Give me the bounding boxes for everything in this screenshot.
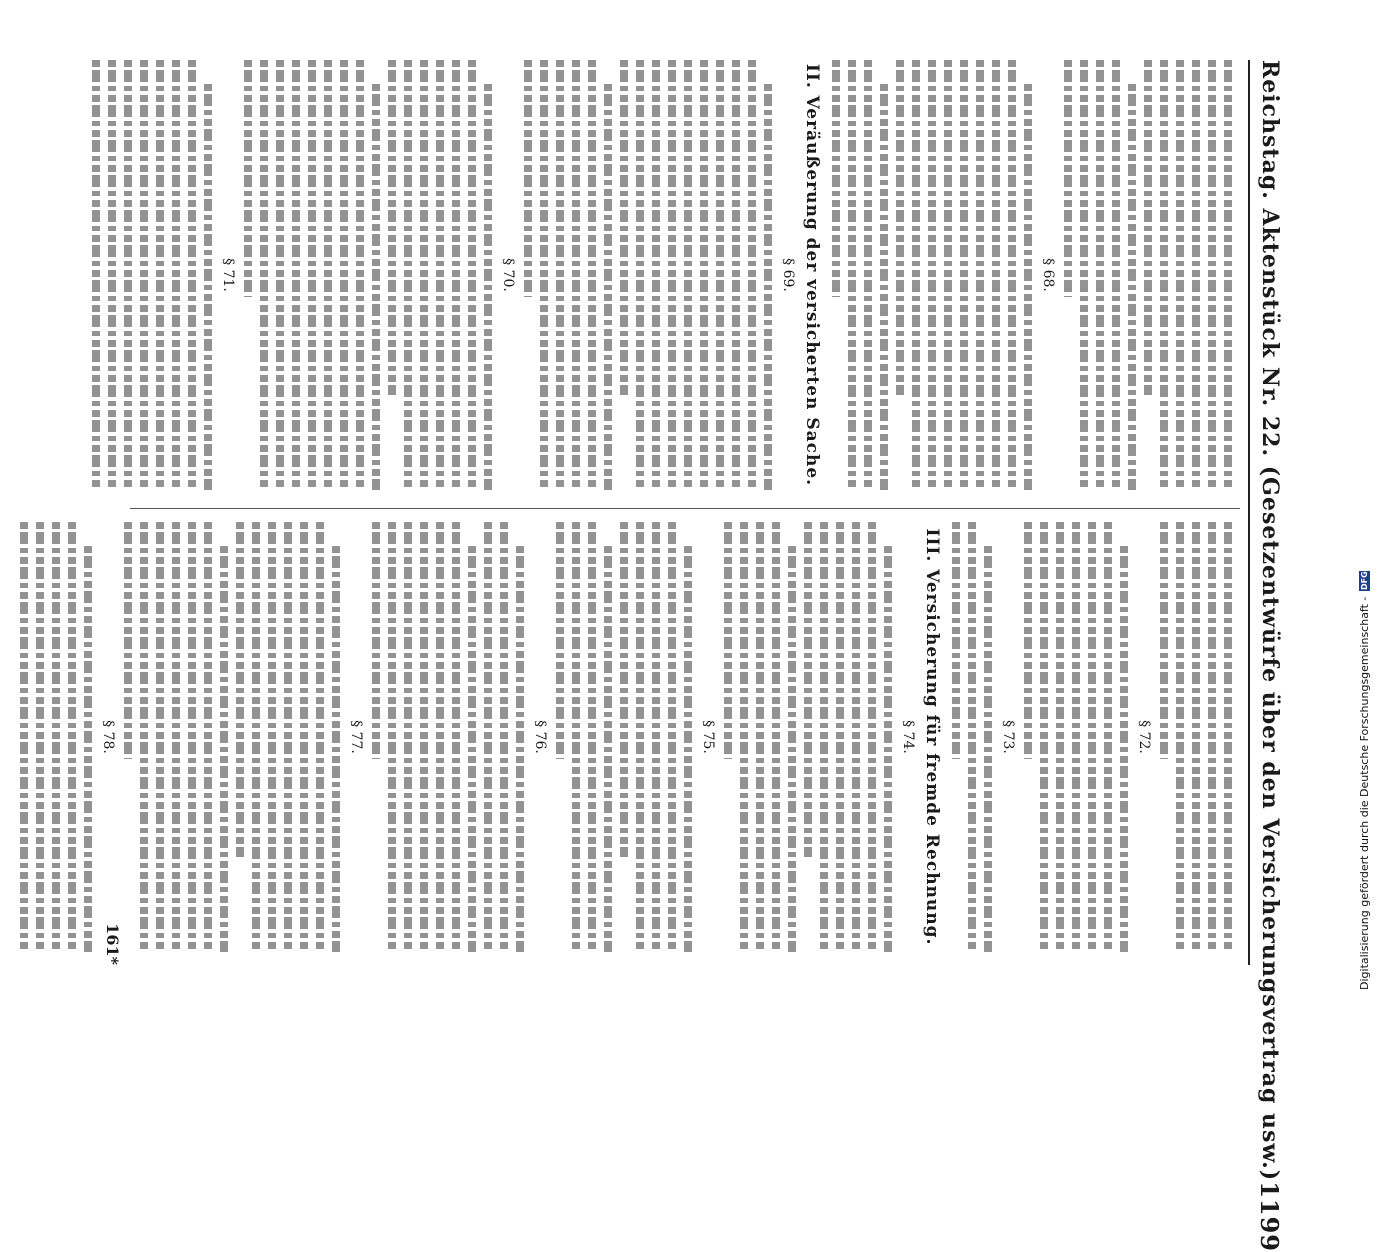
body-text xyxy=(372,522,524,952)
page-title: Reichstag. Aktenstück Nr. 22. (Gesetzentwürfe über den Versicherungsvertrag usw.) xyxy=(1257,60,1283,1182)
dfg-logo-icon: DFG xyxy=(1360,571,1369,590)
body-text xyxy=(1160,522,1232,952)
section-76-heading: § 76. xyxy=(532,720,548,754)
page-signature: 161* xyxy=(103,923,122,965)
section-71-heading: § 71. xyxy=(220,258,236,292)
section-69-heading: § 69. xyxy=(780,258,796,292)
body-text xyxy=(952,522,992,952)
digitization-note xyxy=(1358,571,1371,990)
page-number: 1199 xyxy=(1255,1181,1285,1252)
section-ii-heading: II. Veräußerung der versicherten Sache. xyxy=(802,63,822,487)
body-text xyxy=(832,60,1032,490)
body-text xyxy=(20,522,92,952)
body-text xyxy=(1024,522,1128,952)
section-75-heading: § 75. xyxy=(700,720,716,754)
body-text xyxy=(524,60,772,490)
section-77-heading: § 77. xyxy=(348,720,364,754)
section-73-heading: § 73. xyxy=(1000,720,1016,754)
body-text xyxy=(724,522,892,952)
section-74-heading: § 74. xyxy=(900,720,916,754)
document-page xyxy=(80,60,1290,1252)
left-column xyxy=(130,60,1240,490)
section-iii-heading: III. Versicherung für fremde Rechnung. xyxy=(922,528,942,946)
digitization-note-text: Digitalisierung gefördert durch die Deutsche Forschungsgemeinschaft - xyxy=(1358,596,1371,990)
body-text xyxy=(124,522,340,952)
body-text xyxy=(1064,60,1232,490)
body-text xyxy=(556,522,692,952)
section-72-heading: § 72. xyxy=(1136,720,1152,754)
body-text xyxy=(244,60,492,490)
section-68-heading: § 68. xyxy=(1040,258,1056,292)
column-divider xyxy=(130,508,1240,509)
page-header xyxy=(1248,60,1290,1252)
section-70-heading: § 70. xyxy=(500,258,516,292)
section-78-heading: § 78. xyxy=(100,720,116,754)
